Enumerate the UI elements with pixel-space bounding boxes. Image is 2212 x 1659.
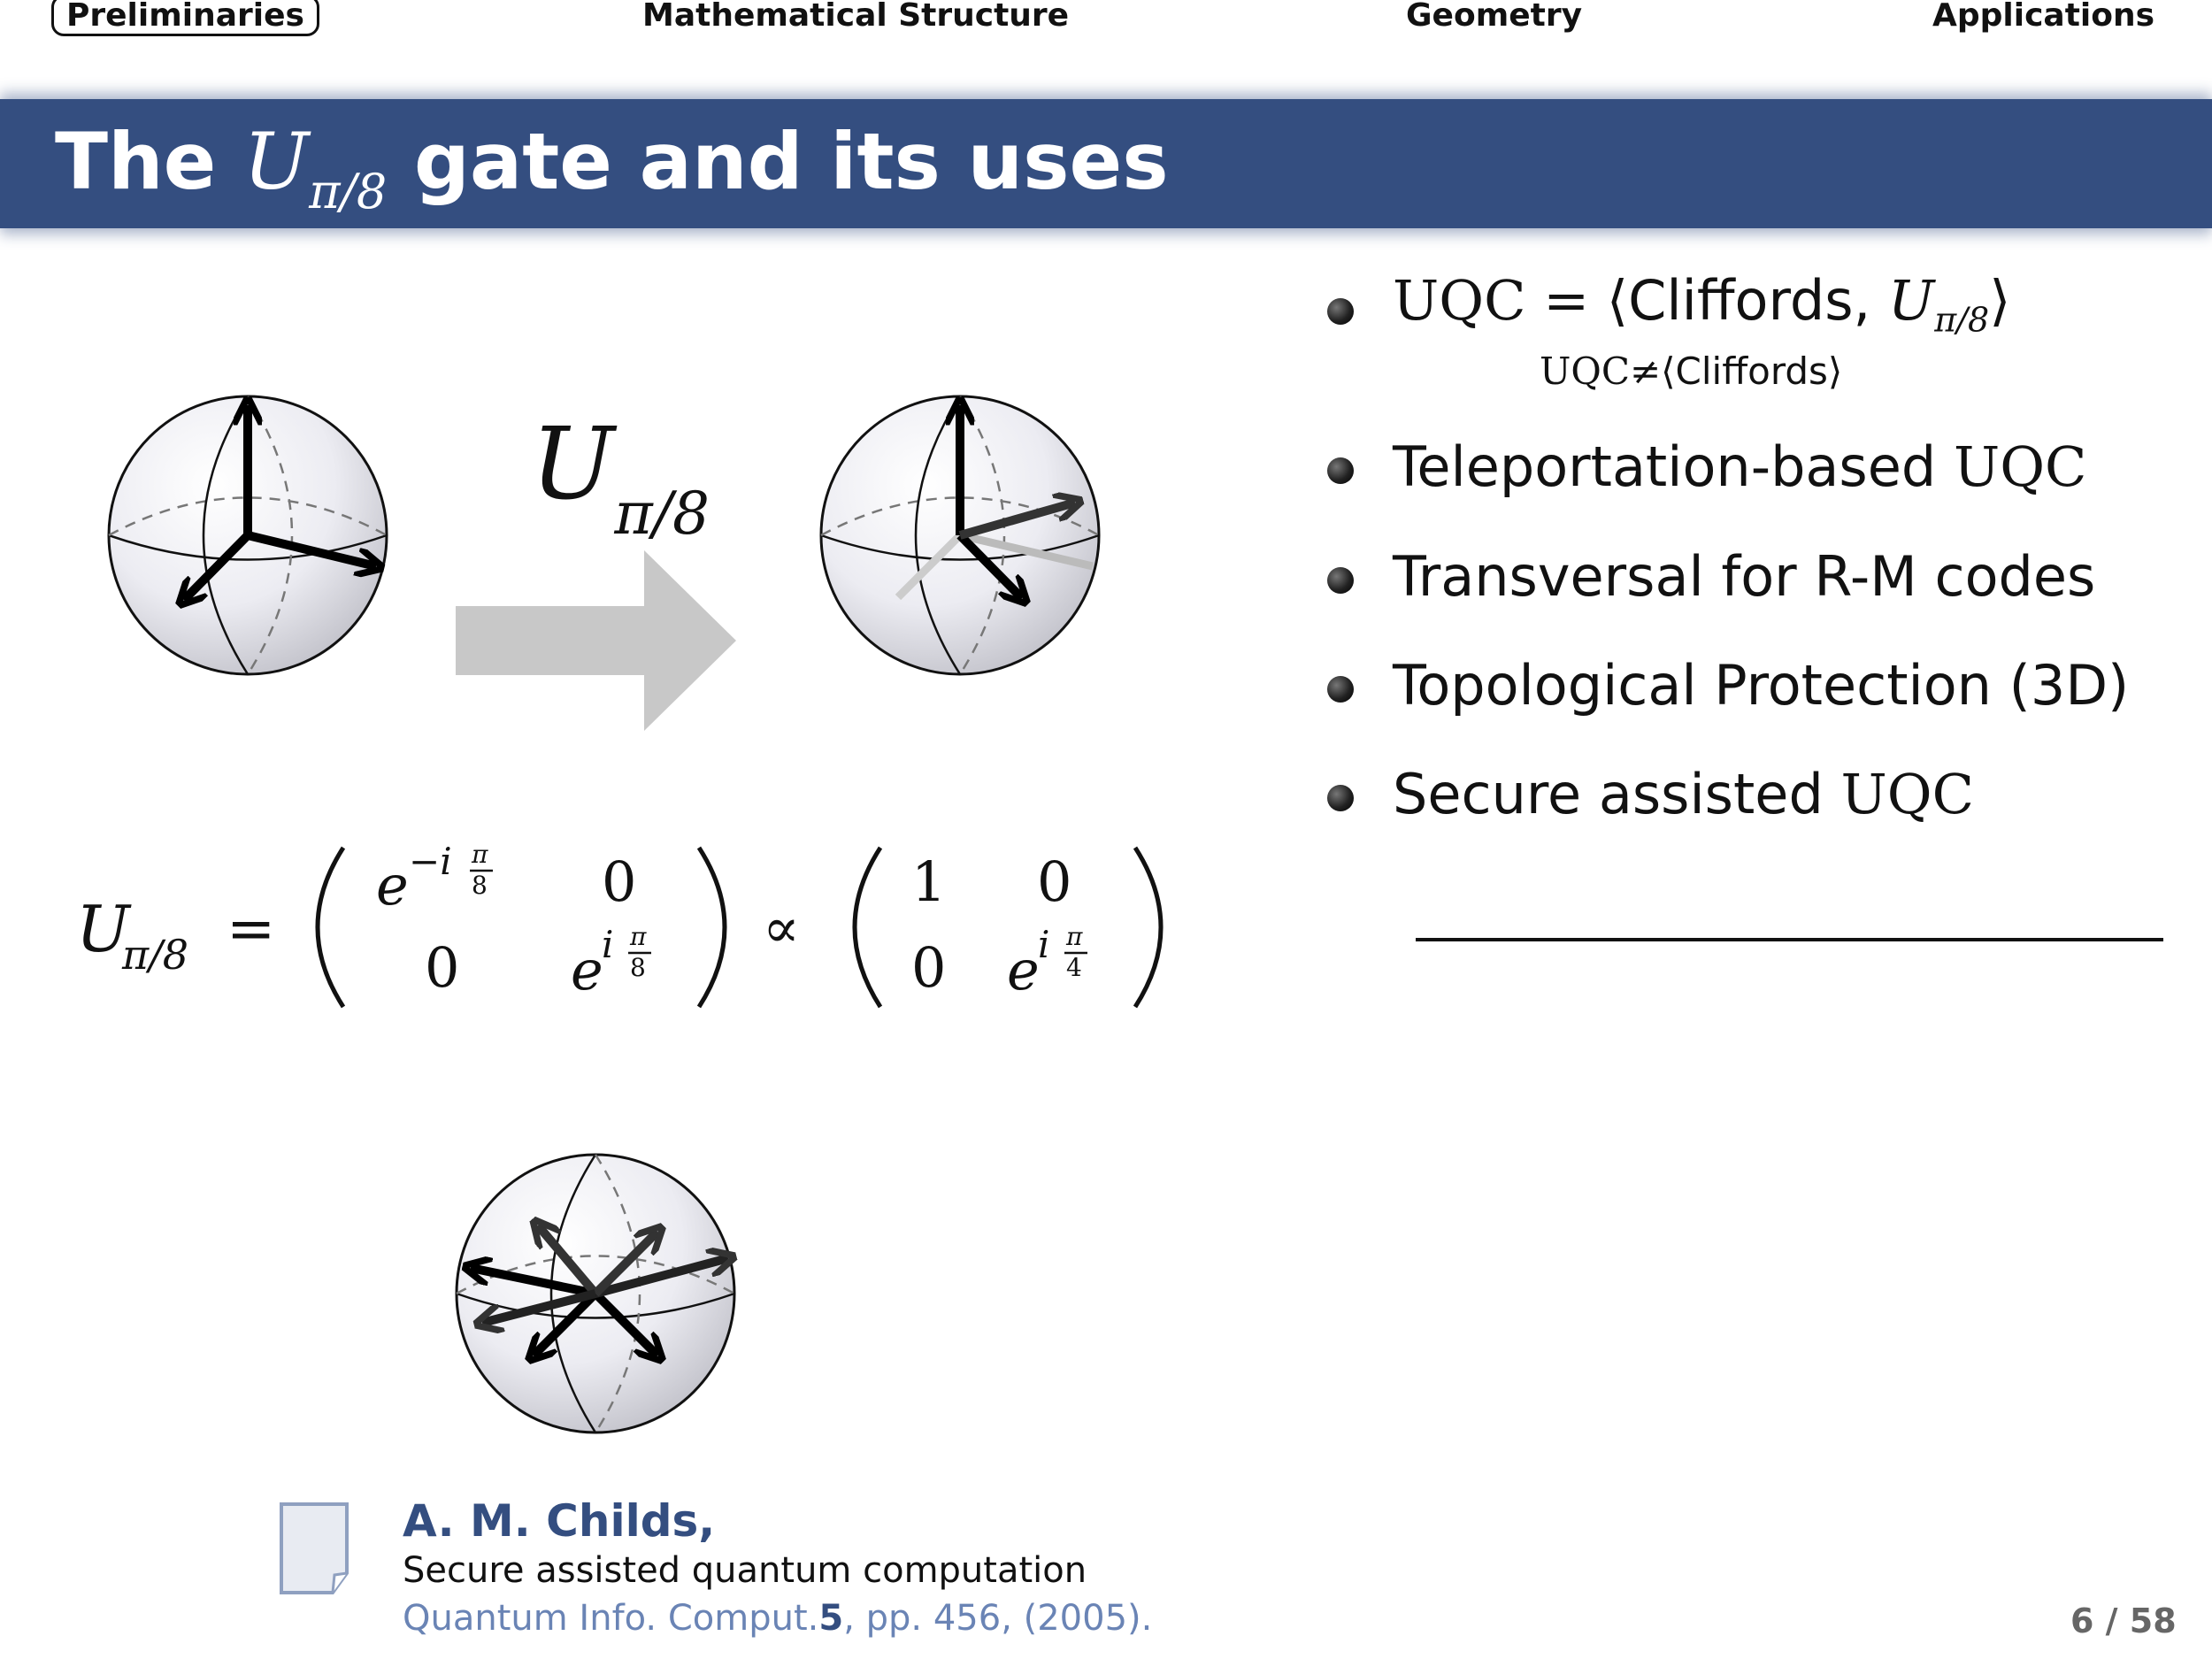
- m2-a22-exp: i: [1038, 923, 1050, 966]
- nav-tab-label: Geometry: [1406, 0, 1583, 34]
- reference-journal: [403, 1598, 1152, 1639]
- b4-text: Topological Protection (3D): [1393, 653, 2130, 718]
- m1-a22-8: 8: [630, 953, 646, 982]
- b1-close: ⟩: [1989, 268, 2011, 333]
- m2-a21: 0: [911, 935, 947, 1000]
- nav-tab-label: Mathematical Structure: [642, 0, 1070, 34]
- bullet-dot: [1327, 298, 1354, 325]
- m1-a11-8: 8: [472, 871, 488, 900]
- divider-line: [1416, 938, 2163, 941]
- bullet-dot: [1327, 676, 1354, 703]
- journal-details: , pp. 456, (2005).: [843, 1598, 1153, 1639]
- bloch-sphere-after: [821, 396, 1099, 674]
- m1-a22-exp: i: [602, 923, 614, 966]
- page-number: 6 / 58: [2070, 1601, 2177, 1640]
- b1-uqc: UQC: [1393, 268, 1526, 333]
- b5-uqc: UQC: [1840, 762, 1975, 826]
- m1-a22-base: e: [571, 938, 603, 1002]
- m2-a22-pi: π: [1066, 922, 1083, 951]
- matrix-propto: ∝: [763, 895, 800, 960]
- m2-a11: 1: [911, 849, 947, 914]
- nav-tab-label: Applications: [1932, 0, 2155, 34]
- m1-a11-base: e: [376, 853, 409, 918]
- matrix-equals: =: [227, 895, 276, 963]
- title-subscript: π/8: [309, 164, 388, 219]
- gate-label-u: U: [531, 407, 615, 522]
- b5-text: Secure assisted: [1393, 762, 1841, 826]
- m2-a22-4: 4: [1066, 953, 1082, 982]
- b2-uqc: UQC: [1953, 434, 2087, 499]
- reference-title: Secure assisted quantum computation: [403, 1550, 1087, 1591]
- reference-author: A. M. Childs,: [403, 1495, 716, 1547]
- m1-a21: 0: [425, 935, 460, 1000]
- nav-tab-label: Preliminaries: [51, 0, 319, 36]
- b1-sub: π/8: [1934, 300, 1990, 340]
- bloch-sphere-before: [109, 396, 387, 674]
- title-u: U: [243, 116, 310, 207]
- b1-u: U: [1887, 268, 1935, 333]
- bullet-dot: [1327, 457, 1354, 484]
- note-cliff: Cliffords: [1675, 349, 1828, 393]
- b3-text: Transversal for R-M codes: [1393, 544, 2096, 609]
- gate-label-sub: π/8: [614, 480, 710, 548]
- note-close: ⟩: [1827, 349, 1843, 393]
- bullet-dot: [1327, 567, 1354, 594]
- m1-a11-exp: −i: [409, 840, 452, 883]
- bullet-dot: [1327, 785, 1354, 811]
- b2-text: Teleportation-based: [1393, 434, 1954, 499]
- transform-arrow: [456, 550, 736, 731]
- m1-a11-pi: π: [472, 840, 488, 869]
- matrix-lhs-u: U: [76, 892, 130, 966]
- reference-document-icon: [281, 1504, 347, 1593]
- title-text-pre: The: [55, 116, 217, 207]
- gate-label: [531, 407, 710, 548]
- matrix-equation: [76, 840, 1161, 1007]
- journal-volume: 5: [818, 1598, 844, 1639]
- bloch-sphere-orbit: [457, 1155, 734, 1432]
- b1-eq: = ⟨: [1525, 268, 1629, 333]
- note-uqc: UQC≠⟨: [1540, 349, 1676, 393]
- uqc-inequality-note: [1540, 349, 1842, 393]
- b1-cliff: Cliffords,: [1628, 268, 1888, 333]
- journal-name: Quantum Info. Comput.: [403, 1598, 819, 1639]
- matrix-lhs-sub: π/8: [122, 931, 188, 979]
- m2-a22-base: e: [1007, 938, 1040, 1002]
- m1-a22-pi: π: [630, 922, 647, 951]
- m1-a12: 0: [602, 849, 637, 914]
- m2-a12: 0: [1037, 849, 1072, 914]
- title-text-post: gate and its uses: [413, 116, 1169, 207]
